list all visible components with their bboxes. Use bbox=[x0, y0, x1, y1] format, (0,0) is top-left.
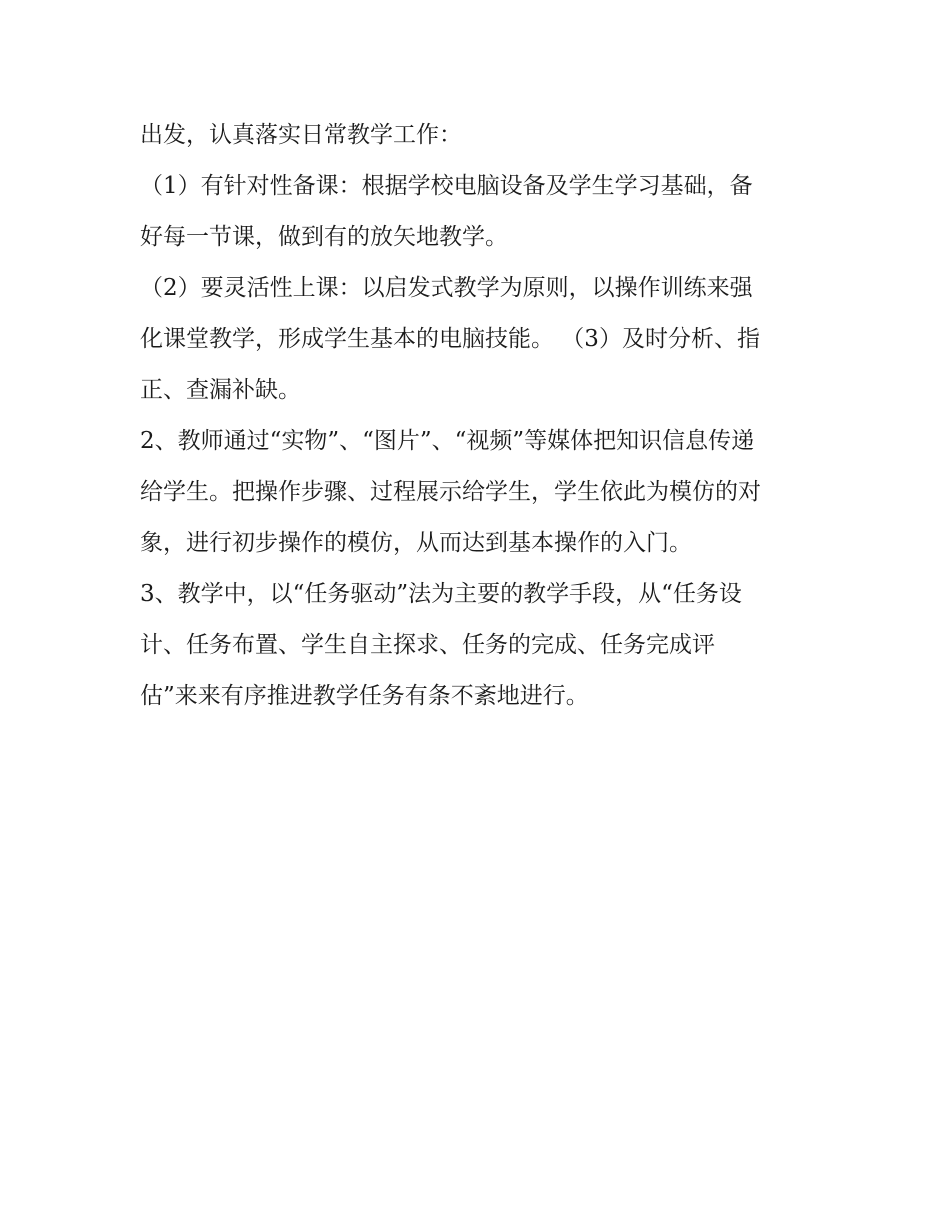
text-line: （2）要灵活性上课：以启发式教学为原则，以操作训练来强 bbox=[140, 275, 753, 301]
text-line: 出发，认真落实日常教学工作： bbox=[140, 122, 462, 148]
text-line: 3、教学中，以“任务驱动”法为主要的教学手段，从“任务设 bbox=[140, 581, 742, 607]
body-text bbox=[140, 110, 830, 722]
text-line: 化课堂教学，形成学生基本的电脑技能。 （3）及时分析、指 bbox=[140, 326, 760, 352]
text-line: （1）有针对性备课：根据学校电脑设备及学生学习基础，备 bbox=[140, 173, 753, 199]
text-line: 计、任务布置、学生自主探求、任务的完成、任务完成评 bbox=[140, 632, 715, 658]
text-line: 估”来来有序推进教学任务有条不紊地进行。 bbox=[140, 683, 589, 709]
text-line: 象，进行初步操作的模仿，从而达到基本操作的入门。 bbox=[140, 530, 692, 556]
text-line: 给学生。把操作步骤、过程展示给学生，学生依此为模仿的对 bbox=[140, 479, 761, 505]
text-line: 2、教师通过“实物”、“图片”、“视频”等媒体把知识信息传递 bbox=[140, 428, 755, 454]
text-line: 好每一节课，做到有的放矢地教学。 bbox=[140, 224, 508, 250]
text-line: 正、查漏补缺。 bbox=[140, 377, 301, 403]
